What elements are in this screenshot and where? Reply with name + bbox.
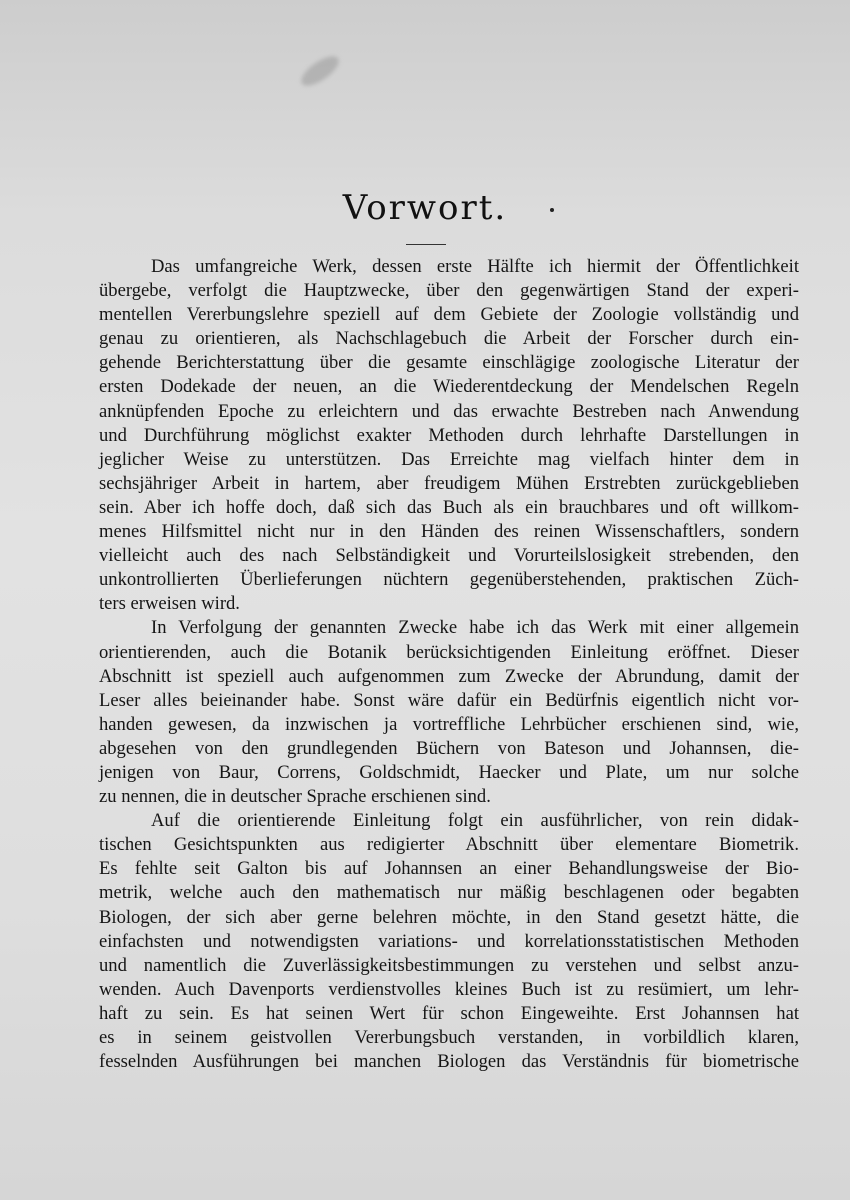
title-rule [406,244,446,245]
text-line: genau zu orientieren, als Nachschlagebuch die Arbeit der Forscher durch ein- [99,328,799,350]
paragraph-3 [47,809,799,1074]
text-line: unkontrollierten Überlieferungen nüchtern gegenüberstehenden, praktischen Züch- [99,569,799,591]
text-line: und Durchführung möglichst exakter Methoden durch lehrhafte Darstellungen in [99,424,799,446]
text-line: Abschnitt ist speziell auch aufgenommen zum Zwecke der Abrundung, damit der [99,665,799,687]
text-line: sein. Aber ich hoffe doch, daß sich das Buch als ein brauchbares und oft willkom- [99,496,799,518]
text-line: Auf die orientierende Einleitung folgt ein ausführlicher, von rein didak- [151,810,799,832]
text-line: haft zu sein. Es hat seinen Wert für schon Eingeweihte. Erst Johannsen hat [99,1002,799,1024]
text-line: handen gewesen, da inzwischen ja vortreffliche Lehrbücher erschienen sind, wie, [99,713,799,735]
text-line: fesselnden Ausführungen bei manchen Biologen das Verständnis für biometrische [99,1051,799,1073]
text-line: abgesehen von den grundlegenden Büchern von Bateson und Johannsen, die- [99,737,799,759]
text-line: Biologen, der sich aber gerne belehren möchte, in den Stand gesetzt hätte, die [99,906,799,928]
ink-smudge [297,51,343,91]
text-line: Das umfangreiche Werk, dessen erste Hälfte ich hiermit der Öffentlichkeit [151,256,799,277]
text-line: Leser alles beieinander habe. Sonst wäre dafür ein Bedürfnis eigentlich nicht vor- [99,689,799,711]
text-line: metrik, welche auch den mathematisch nur mäßig beschlagenen oder begabten [99,882,799,904]
text-line: tischen Gesichtspunkten aus redigierter Abschnitt über elementare Biometrik. [99,834,799,856]
text-line: ters erweisen wird. [99,593,240,615]
text-line: anknüpfenden Epoche zu erleichtern und das erwachte Bestreben nach Anwendung [99,400,799,422]
text-line: zu nennen, die in deutscher Sprache erschienen sind. [99,786,491,808]
text-line: jeglicher Weise zu unterstützen. Das Erreichte mag vielfach hinter dem in [99,448,799,470]
text-line: es in seinem geistvollen Vererbungsbuch verstanden, in vorbildlich klaren, [99,1027,799,1048]
text-line: wenden. Auch Davenports verdienstvolles kleines Buch ist zu resümiert, um lehr- [99,978,799,1000]
page-title: Vorwort. [342,188,508,228]
text-line: orientierenden, auch die Botanik berücksichtigenden Einleitung eröffnet. Dieser [99,641,799,663]
stray-dot [550,208,554,212]
paragraph-1 [47,255,799,616]
text-line: sechsjähriger Arbeit in hartem, aber freudigem Mühen Erstrebten zurückgeblieben [99,472,799,494]
text-line: mentellen Vererbungslehre speziell auf dem Gebiete der Zoologie vollständig und [99,304,799,326]
text-body [47,255,799,1074]
text-line: übergebe, verfolgt die Hauptzwecke, über den gegenwärtigen Stand der experi- [99,280,799,302]
text-line: In Verfolgung der genannten Zwecke habe ich das Werk mit einer allgemein [151,617,799,639]
text-line: vielleicht auch des nach Selbständigkeit und Vorurteilslosigkeit strebenden, den [99,545,799,567]
text-line: gehende Berichterstattung über die gesamte einschlägige zoologische Literatur der [99,352,799,374]
paragraph-2 [47,616,799,809]
text-line: und namentlich die Zuverlässigkeitsbestimmungen zu verstehen und selbst anzu- [99,954,799,976]
text-line: ersten Dodekade der neuen, an die Wiederentdeckung der Mendelschen Regeln [99,376,799,398]
text-line: einfachsten und notwendigsten variations- und korrelationsstatistischen Methoden [99,930,799,952]
text-line: menes Hilfsmittel nicht nur in den Händen des reinen Wissenschaftlers, sondern [99,521,799,543]
text-line: Es fehlte seit Galton bis auf Johannsen an einer Behandlungsweise der Bio- [99,858,799,880]
text-line: jenigen von Baur, Correns, Goldschmidt, Haecker und Plate, um nur solche [99,761,799,783]
